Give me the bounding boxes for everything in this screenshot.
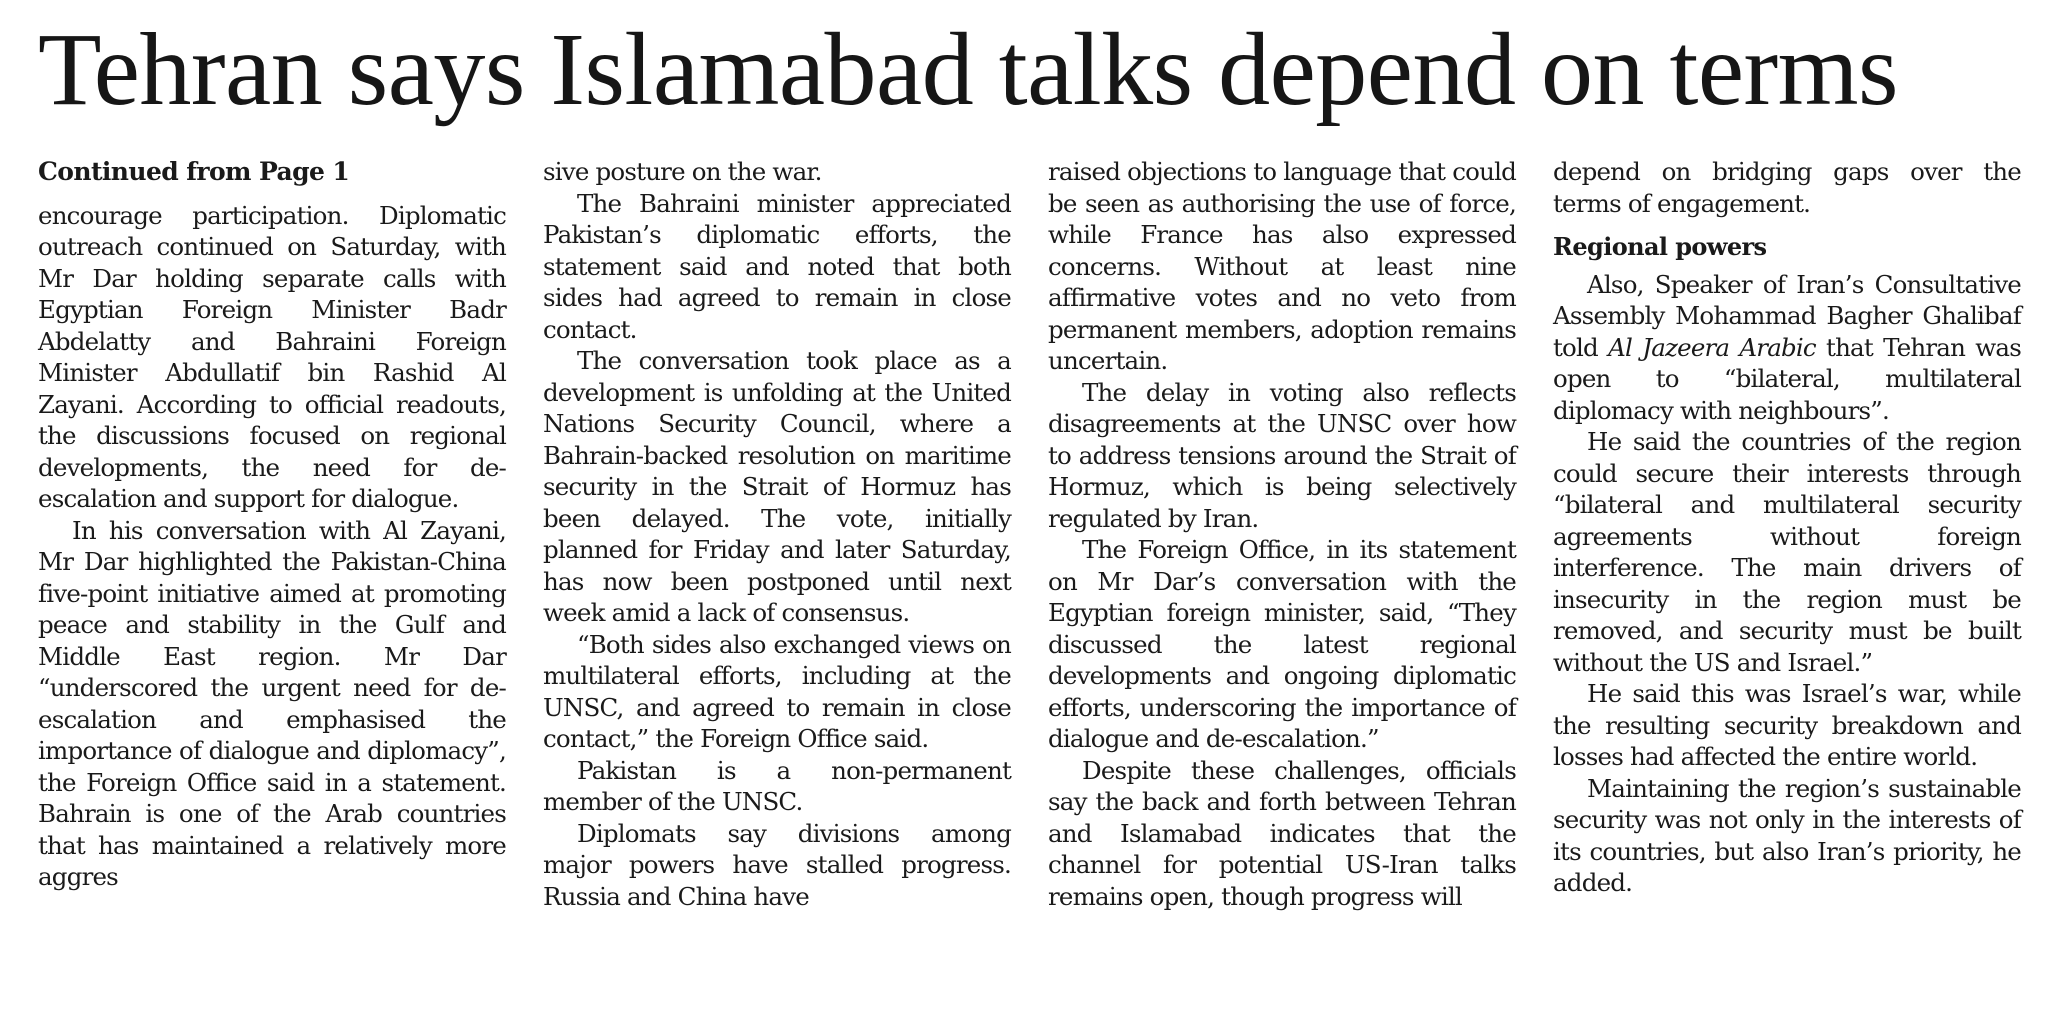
paragraph: He said the countries of the region could secure their interests through “bilateral and multilateral security agreements without foreign interference. The main drivers of insecurity in the region must be removed, and security must be built without the US and Israel.” (1553, 427, 2021, 677)
article-column-2 (543, 156, 1011, 912)
paragraph: The delay in voting also reflects disagreements at the UNSC over how to address tensions around the Strait of Hormuz, which is being selectively regulated by Iran. (1048, 377, 1516, 533)
paragraph-text: Also, Speaker of Iran’s Consultative Assembly Mohammad Bagher Ghalibaf told (1553, 269, 2021, 362)
paragraph-text: that Tehran was open to “bilateral, multilateral diplomacy with neighbours”. (1553, 332, 2021, 425)
paragraph: sive posture on the war. (543, 157, 822, 186)
continued-label: Continued from Page 1 (38, 157, 350, 186)
paragraph: The Bahraini minister appreciated Pakistan’s diplomatic efforts, the statement said and noted that both sides had agreed to remain in close contact. (543, 188, 1011, 344)
paragraph-with-italic (1553, 269, 2021, 427)
paragraph: Pakistan is a non-permanent member of the UNSC. (543, 755, 1011, 816)
paragraph: depend on bridging gaps over the terms of engagement. (1553, 157, 2021, 218)
paragraph: In his conversation with Al Zayani, Mr Dar highlighted the Pakistan-China five-point initiative aimed at promoting peace and stability in the Gulf and Middle East region. Mr Dar “underscored the urgent need for de-escalation and emphasised the importance of dialogue and diplomacy”, the Foreign Office said in a statement. Bahrain is one of the Arab countries that has maintained a relatively more aggres (38, 515, 506, 891)
paragraph: Maintaining the region’s sustainable security was not only in the interests of its countries, but also Iran’s priority, he added. (1553, 773, 2021, 897)
paragraph: He said this was Israel’s war, while the resulting security breakdown and losses had affected the entire world. (1553, 679, 2021, 771)
paragraph: encourage participation. Diplomatic outreach continued on Saturday, with Mr Dar holding separate calls with Egyptian Foreign Minister Badr Abdelatty and Bahraini Foreign Minister Abdullatif bin Rashid Al Zayani. According to official readouts, the discussions focused on regional developments, the need for de-escalation and support for dialogue. (38, 200, 506, 513)
article-column-1 (38, 156, 506, 893)
paragraph: The conversation took place as a development is unfolding at the United Nations Security Council, where a Bahrain-backed resolution on maritime security in the Strait of Hormuz has been delayed. The vote, initially planned for Friday and later Saturday, has now been postponed until next week amid a lack of consensus. (543, 346, 1011, 627)
subhead-regional-powers: Regional powers (1553, 232, 1767, 261)
article-column-4 (1553, 156, 2021, 899)
publication-name: Al Jazeera Arabic (1608, 332, 1816, 362)
paragraph: Diplomats say divisions among major powers have stalled progress. Russia and China have (543, 818, 1011, 911)
article-column-3 (1048, 156, 1516, 912)
paragraph: “Both sides also exchanged views on multilateral efforts, including at the UNSC, and agreed to remain in close contact,” the Foreign Office said. (543, 629, 1011, 753)
headline: Tehran says Islamabad talks depend on terms (38, 12, 1898, 127)
paragraph: raised objections to language that could be seen as authorising the use of force, while France has also expressed concerns. Without at least nine affirmative votes and no veto from permanent members, adoption remains uncertain. (1048, 157, 1516, 375)
paragraph: Despite these challenges, officials say the back and forth between Tehran and Islamabad indicates that the channel for potential US-Iran talks remains open, though progress will (1048, 755, 1516, 911)
paragraph: The Foreign Office, in its statement on Mr Dar’s conversation with the Egyptian foreign minister, said, “They discussed the latest regional developments and ongoing diplomatic efforts, underscoring the importance of dialogue and de-escalation.” (1048, 535, 1516, 753)
